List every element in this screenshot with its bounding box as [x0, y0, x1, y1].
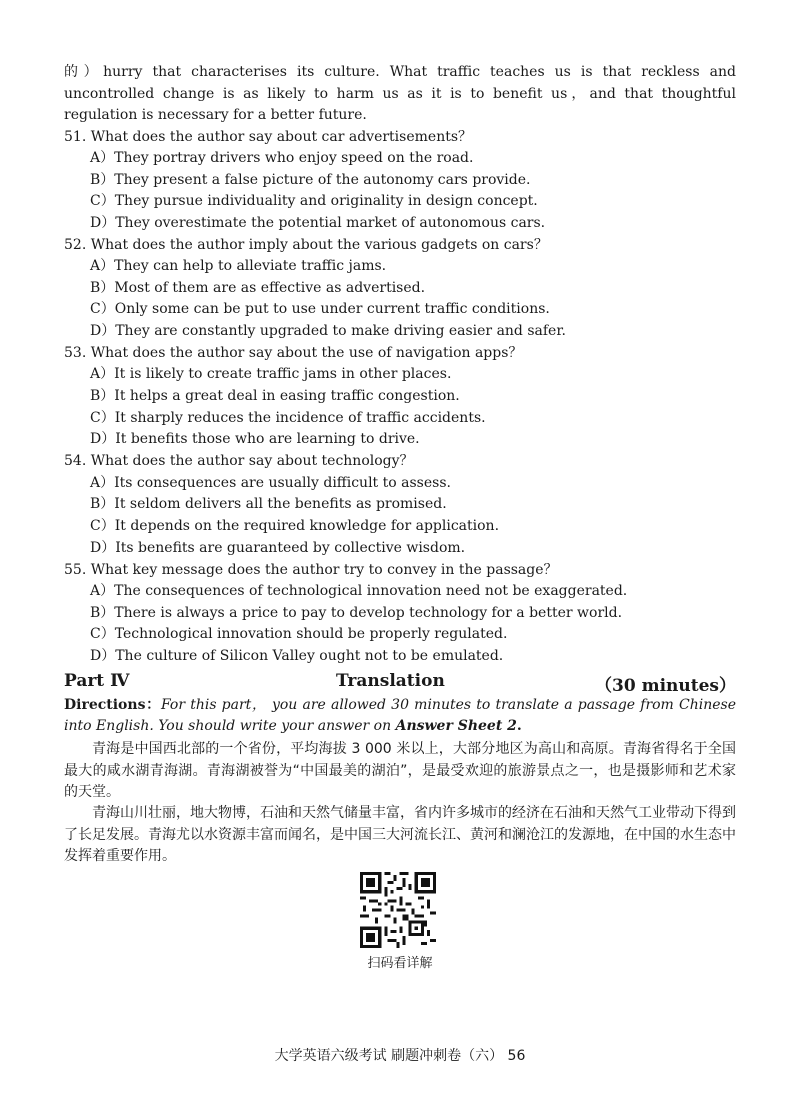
page-footer: 大学英语六级考试 刷题冲刺卷（六） 56	[274, 1048, 526, 1064]
question-54-option-d: D）Its benefits are guaranteed by collective wisdom.	[90, 540, 466, 556]
question-51-option-a: A）They portray drivers who enjoy speed on the road.	[90, 150, 474, 166]
question-54: 54. What does the author say about technology？	[64, 453, 414, 469]
question-55-option-b: B）There is always a price to pay to develop technology for a better world.	[90, 605, 623, 621]
passage-ending: 的）hurry that characterises its culture. What traffic teaches us is that reckless and uncontrolled change is as likely to harm us as it is to benefit us，and that thoughtful regulation is necessary for a better future.	[64, 64, 736, 123]
question-55: 55. What key message does the author try to convey in the passage？	[64, 562, 558, 578]
part-label: Part Ⅳ	[64, 671, 130, 691]
question-52-option-a: A）They can help to alleviate traffic jams.	[90, 258, 387, 274]
directions-end: .	[516, 718, 522, 734]
chinese-paragraph-2: 青海山川壮丽，地大物博，石油和天然气储量丰富，省内许多城市的经济在石油和天然气工业带动下得到了长足发展。青海尤以水资源丰富而闻名，是中国三大河流长江、黄河和澜沧江的发源地，在中国的水生态中发挥着重要作用。	[64, 805, 736, 864]
question-53-option-d: D）It benefits those who are learning to drive.	[90, 431, 420, 447]
question-51-option-b: B）They present a false picture of the autonomy cars provide.	[90, 172, 531, 188]
question-53-option-b: B）It helps a great deal in easing traffic congestion.	[90, 388, 460, 404]
qr-code-icon[interactable]	[360, 872, 436, 948]
directions-text: For this part， you are allowed 30 minutes to translate a passage from Chinese into English. You should write your answer on	[64, 697, 737, 734]
question-53: 53. What does the author say about the use of navigation apps？	[64, 345, 523, 361]
directions	[64, 695, 736, 737]
question-55-option-d: D）The culture of Silicon Valley ought not to be emulated.	[90, 648, 504, 664]
part-heading	[64, 671, 736, 695]
directions-label: Directions：	[64, 697, 161, 713]
question-51-option-c: C）They pursue individuality and originality in design concept.	[90, 193, 538, 209]
question-52: 52. What does the author imply about the various gadgets on cars？	[64, 237, 548, 253]
question-54-option-b: B）It seldom delivers all the benefits as promised.	[90, 496, 447, 512]
question-55-option-a: A）The consequences of technological innovation need not be exaggerated.	[90, 583, 628, 599]
question-52-option-d: D）They are constantly upgraded to make driving easier and safer.	[90, 323, 566, 339]
part-time: （30 minutes）	[595, 676, 736, 696]
chinese-paragraph-1: 青海是中国西北部的一个省份，平均海拔 3 000 米以上，大部分地区为高山和高原。青海省得名于全国最大的咸水湖青海湖。青海湖被誉为“中国最美的湖泊”，是最受欢迎的旅游景点之一，也是摄影师和艺术家的天堂。	[64, 741, 736, 800]
question-55-option-c: C）Technological innovation should be properly regulated.	[90, 626, 508, 642]
question-51-option-d: D）They overestimate the potential market of autonomous cars.	[90, 215, 546, 231]
question-51: 51. What does the author say about car advertisements？	[64, 129, 473, 145]
question-54-option-a: A）Its consequences are usually difficult to assess.	[90, 475, 451, 491]
question-54-option-c: C）It depends on the required knowledge for application.	[90, 518, 500, 534]
part-title: Translation	[336, 671, 445, 691]
question-52-option-b: B）Most of them are as effective as advertised.	[90, 280, 426, 296]
answer-sheet-ref: Answer Sheet 2	[395, 718, 517, 734]
question-53-option-a: A）It is likely to create traffic jams in other places.	[90, 366, 452, 382]
question-53-option-c: C）It sharply reduces the incidence of traffic accidents.	[90, 410, 486, 426]
question-52-option-c: C）Only some can be put to use under current traffic conditions.	[90, 301, 550, 317]
qr-caption: 扫码看详解	[367, 956, 433, 971]
